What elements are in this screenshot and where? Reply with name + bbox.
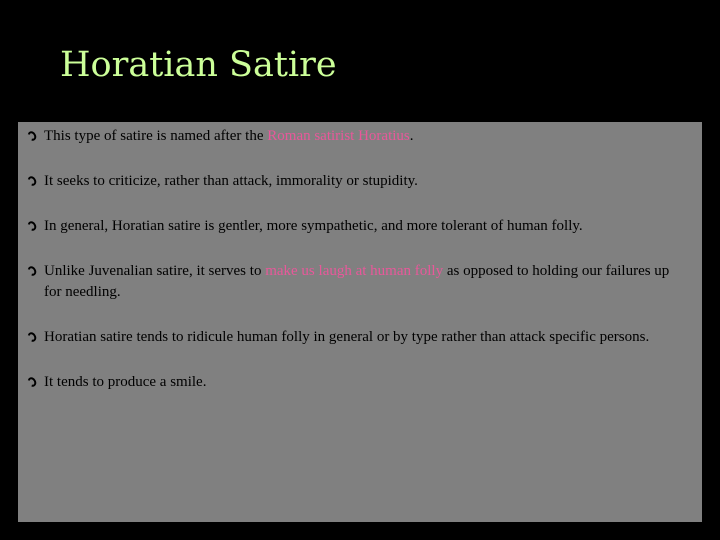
bullet-item-5 bbox=[28, 327, 688, 348]
bullet-text: It tends to produce a smile. bbox=[44, 374, 207, 390]
bullet-text: It seeks to criticize, rather than attack, immorality or stupidity. bbox=[44, 173, 418, 189]
bullet-text: Unlike Juvenalian satire, it serves to bbox=[44, 263, 266, 279]
bullet-item-2 bbox=[28, 171, 688, 192]
crescent-bullet-icon bbox=[26, 265, 38, 278]
slide-title: Horatian Satire bbox=[60, 45, 337, 85]
crescent-bullet-icon bbox=[26, 376, 38, 389]
crescent-bullet-icon bbox=[26, 331, 38, 344]
bullet-highlight: Roman satirist Horatius bbox=[267, 128, 410, 144]
bullet-item-6 bbox=[28, 372, 688, 393]
bullet-item-3 bbox=[28, 216, 688, 237]
crescent-bullet-icon bbox=[26, 130, 38, 143]
bullet-text: This type of satire is named after the bbox=[44, 128, 268, 144]
bullet-text: In general, Horatian satire is gentler, more sympathetic, and more tolerant of human folly. bbox=[44, 218, 583, 234]
bullet-item-4 bbox=[28, 261, 688, 303]
bullet-text-end: . bbox=[409, 128, 414, 144]
crescent-bullet-icon bbox=[26, 220, 38, 233]
bullet-text: Horatian satire tends to ridicule human folly in general or by type rather than attack specific persons. bbox=[44, 329, 650, 345]
content-panel bbox=[18, 122, 702, 522]
bullet-item-1 bbox=[28, 126, 688, 147]
bullet-list bbox=[28, 126, 688, 393]
bullet-text-end: as opposed to holding our failures up for needling. bbox=[44, 263, 670, 300]
bullet-highlight: make us laugh at human folly bbox=[265, 263, 444, 279]
crescent-bullet-icon bbox=[26, 175, 38, 188]
